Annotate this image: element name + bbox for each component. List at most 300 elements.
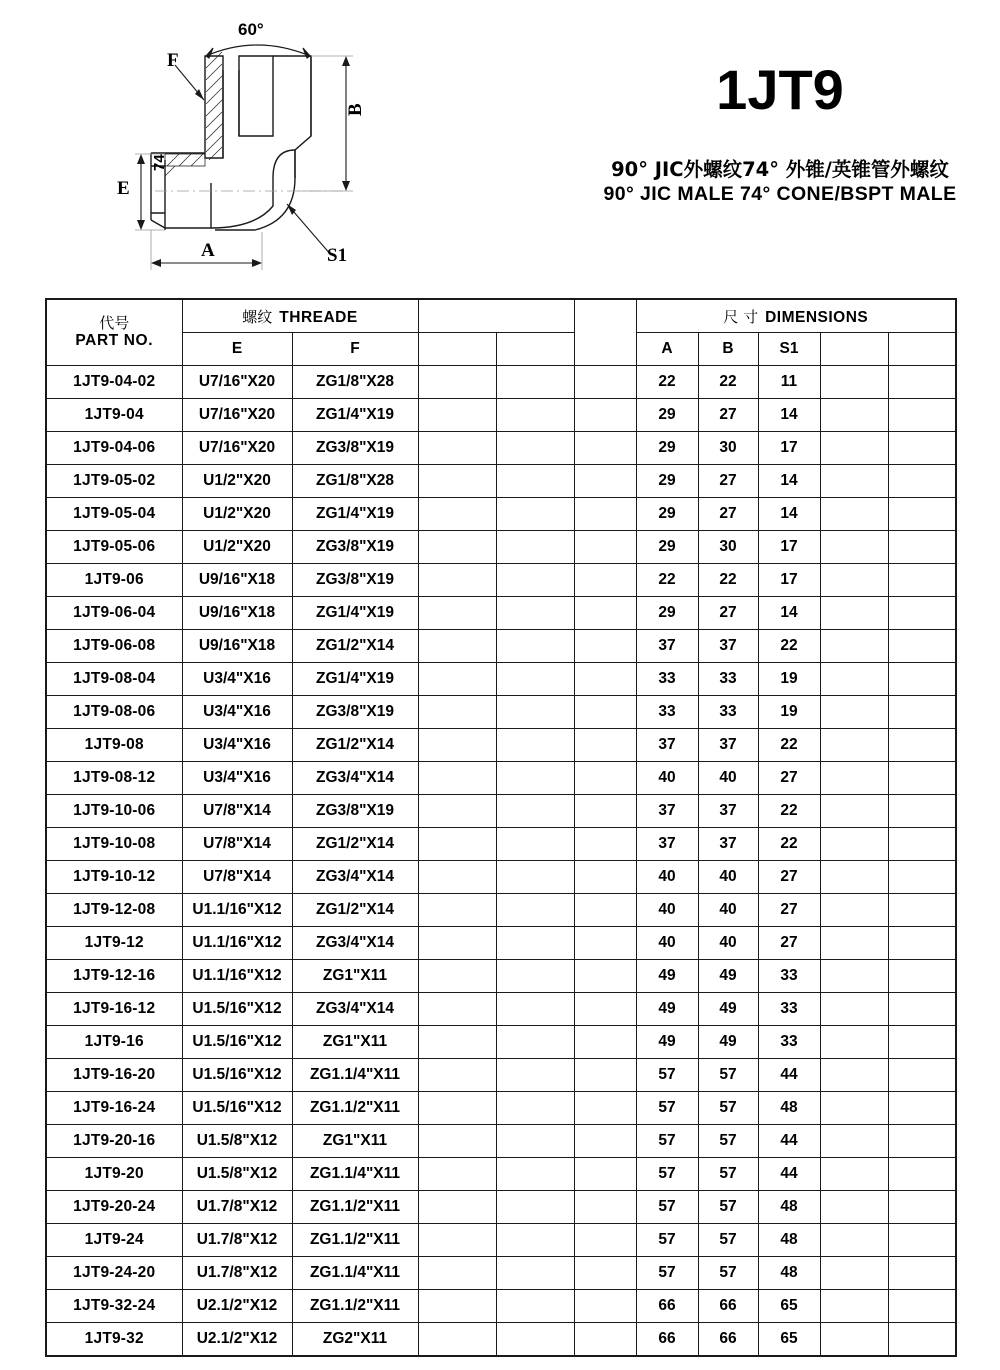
cell-dim-b: 27	[698, 465, 758, 498]
cell-thread-f: ZG2"X11	[292, 1323, 418, 1357]
cell-dim-b: 27	[698, 498, 758, 531]
cell-thread-f: ZG1/2"X14	[292, 894, 418, 927]
cell-blank-1	[418, 1092, 496, 1125]
table-body	[46, 366, 956, 1357]
cell-blank-2	[496, 432, 574, 465]
cell-blank-5	[888, 729, 956, 762]
cell-blank-3	[574, 597, 636, 630]
table-row	[46, 597, 956, 630]
cell-blank-3	[574, 1290, 636, 1323]
cell-dim-b: 49	[698, 1026, 758, 1059]
col-header-blank-5	[820, 333, 888, 366]
cell-blank-2	[496, 894, 574, 927]
cell-blank-5	[888, 1191, 956, 1224]
cell-part-no: 1JT9-06	[46, 564, 182, 597]
cell-thread-f: ZG3/8"X19	[292, 795, 418, 828]
cell-thread-f: ZG3/4"X14	[292, 762, 418, 795]
cell-dim-b: 57	[698, 1191, 758, 1224]
cell-blank-2	[496, 663, 574, 696]
cell-blank-5	[888, 399, 956, 432]
cell-blank-5	[888, 894, 956, 927]
cell-dim-s1: 22	[758, 729, 820, 762]
cell-thread-e: U9/16"X18	[182, 564, 292, 597]
cell-blank-2	[496, 1092, 574, 1125]
cell-blank-1	[418, 1191, 496, 1224]
cell-dim-a: 37	[636, 729, 698, 762]
cell-part-no: 1JT9-10-06	[46, 795, 182, 828]
cell-blank-4	[820, 432, 888, 465]
cell-blank-4	[820, 1059, 888, 1092]
cell-thread-f: ZG1/4"X19	[292, 597, 418, 630]
cell-dim-b: 66	[698, 1323, 758, 1357]
cell-dim-b: 49	[698, 960, 758, 993]
cell-dim-b: 40	[698, 927, 758, 960]
cell-blank-1	[418, 564, 496, 597]
cell-thread-f: ZG1.1/2"X11	[292, 1290, 418, 1323]
cell-blank-5	[888, 498, 956, 531]
cell-blank-3	[574, 1125, 636, 1158]
cell-blank-5	[888, 432, 956, 465]
cell-dim-b: 40	[698, 894, 758, 927]
cell-dim-s1: 27	[758, 894, 820, 927]
col-header-b: B	[698, 333, 758, 366]
table-row	[46, 1125, 956, 1158]
cell-dim-s1: 48	[758, 1191, 820, 1224]
cell-blank-2	[496, 762, 574, 795]
table-header-row-group	[46, 299, 956, 333]
cell-dim-b: 37	[698, 795, 758, 828]
cell-dim-s1: 14	[758, 399, 820, 432]
cell-blank-1	[418, 630, 496, 663]
cell-blank-3	[574, 1158, 636, 1191]
cell-blank-3	[574, 630, 636, 663]
cell-dim-a: 29	[636, 465, 698, 498]
cell-blank-3	[574, 531, 636, 564]
cell-dim-a: 22	[636, 564, 698, 597]
cell-blank-1	[418, 795, 496, 828]
cell-dim-b: 37	[698, 828, 758, 861]
cell-blank-5	[888, 597, 956, 630]
part-no-label-en: PART NO.	[75, 332, 154, 350]
cell-dim-s1: 33	[758, 993, 820, 1026]
cell-blank-3	[574, 1257, 636, 1290]
cell-dim-s1: 33	[758, 960, 820, 993]
cell-thread-f: ZG1"X11	[292, 1125, 418, 1158]
cell-blank-4	[820, 597, 888, 630]
cell-blank-1	[418, 828, 496, 861]
cell-blank-1	[418, 1059, 496, 1092]
cell-blank-5	[888, 1224, 956, 1257]
cell-blank-4	[820, 762, 888, 795]
cell-blank-2	[496, 993, 574, 1026]
cell-blank-1	[418, 498, 496, 531]
cell-dim-s1: 22	[758, 828, 820, 861]
cell-dim-b: 57	[698, 1059, 758, 1092]
cell-part-no: 1JT9-06-08	[46, 630, 182, 663]
cell-dim-s1: 22	[758, 630, 820, 663]
cell-blank-5	[888, 795, 956, 828]
subtitle-english: 90° JIC MALE 74° CONE/BSPT MALE	[603, 183, 957, 206]
cell-blank-4	[820, 399, 888, 432]
cell-blank-4	[820, 993, 888, 1026]
cell-thread-e: U7/8"X14	[182, 795, 292, 828]
cell-dim-a: 29	[636, 399, 698, 432]
cell-dim-s1: 44	[758, 1059, 820, 1092]
cell-dim-s1: 22	[758, 795, 820, 828]
cell-dim-s1: 14	[758, 498, 820, 531]
cell-part-no: 1JT9-24	[46, 1224, 182, 1257]
cell-blank-4	[820, 1191, 888, 1224]
cell-blank-1	[418, 1290, 496, 1323]
cell-part-no: 1JT9-16	[46, 1026, 182, 1059]
cell-dim-a: 66	[636, 1323, 698, 1357]
cell-thread-e: U1.1/16"X12	[182, 960, 292, 993]
cell-part-no: 1JT9-16-12	[46, 993, 182, 1026]
dimensions-label-cn: 尺 寸	[723, 307, 759, 326]
cell-blank-5	[888, 630, 956, 663]
cell-part-no: 1JT9-05-04	[46, 498, 182, 531]
cell-dim-a: 57	[636, 1125, 698, 1158]
cell-blank-5	[888, 1257, 956, 1290]
product-code: 1JT9	[716, 58, 844, 121]
cell-blank-4	[820, 1323, 888, 1357]
cell-blank-5	[888, 861, 956, 894]
cell-blank-4	[820, 1125, 888, 1158]
table-row	[46, 531, 956, 564]
col-header-blank-4	[496, 333, 574, 366]
cell-blank-5	[888, 465, 956, 498]
table-row	[46, 828, 956, 861]
cell-dim-a: 49	[636, 1026, 698, 1059]
cell-thread-f: ZG1.1/2"X11	[292, 1092, 418, 1125]
cell-thread-f: ZG3/4"X14	[292, 993, 418, 1026]
table-row	[46, 861, 956, 894]
cell-dim-s1: 19	[758, 696, 820, 729]
cell-dim-a: 49	[636, 993, 698, 1026]
cell-blank-3	[574, 795, 636, 828]
cell-dim-b: 33	[698, 696, 758, 729]
cell-blank-2	[496, 927, 574, 960]
cell-blank-1	[418, 1257, 496, 1290]
cell-thread-e: U1/2"X20	[182, 531, 292, 564]
cell-thread-e: U7/16"X20	[182, 366, 292, 399]
cell-thread-f: ZG1.1/4"X11	[292, 1059, 418, 1092]
cell-blank-4	[820, 564, 888, 597]
cell-dim-s1: 27	[758, 927, 820, 960]
table-row	[46, 1158, 956, 1191]
cell-dim-s1: 48	[758, 1092, 820, 1125]
cell-blank-5	[888, 993, 956, 1026]
cell-blank-4	[820, 1092, 888, 1125]
cell-blank-1	[418, 927, 496, 960]
table-row	[46, 993, 956, 1026]
cell-dim-a: 37	[636, 828, 698, 861]
cell-thread-e: U2.1/2"X12	[182, 1290, 292, 1323]
cell-thread-f: ZG1"X11	[292, 960, 418, 993]
cell-dim-b: 27	[698, 399, 758, 432]
cell-blank-3	[574, 399, 636, 432]
cell-blank-3	[574, 465, 636, 498]
cell-blank-4	[820, 1257, 888, 1290]
cell-thread-f: ZG3/8"X19	[292, 531, 418, 564]
specification-table	[45, 298, 957, 1357]
cell-part-no: 1JT9-06-04	[46, 597, 182, 630]
col-header-blank-3	[418, 333, 496, 366]
cell-blank-4	[820, 498, 888, 531]
cell-dim-b: 30	[698, 432, 758, 465]
cell-thread-e: U1.5/8"X12	[182, 1158, 292, 1191]
cell-blank-1	[418, 366, 496, 399]
cell-dim-a: 57	[636, 1257, 698, 1290]
cell-blank-2	[496, 399, 574, 432]
cell-blank-5	[888, 1092, 956, 1125]
cell-dim-a: 40	[636, 927, 698, 960]
cell-thread-e: U3/4"X16	[182, 762, 292, 795]
cell-blank-2	[496, 828, 574, 861]
angle-60-label: 60°	[238, 20, 264, 39]
cell-blank-1	[418, 1224, 496, 1257]
cell-thread-f: ZG1/4"X19	[292, 663, 418, 696]
cell-thread-e: U1.5/16"X12	[182, 993, 292, 1026]
cell-dim-s1: 33	[758, 1026, 820, 1059]
table-row	[46, 366, 956, 399]
cell-blank-1	[418, 960, 496, 993]
cell-dim-s1: 19	[758, 663, 820, 696]
cell-blank-3	[574, 564, 636, 597]
cell-thread-f: ZG3/8"X19	[292, 564, 418, 597]
cell-part-no: 1JT9-20-16	[46, 1125, 182, 1158]
cell-dim-s1: 27	[758, 861, 820, 894]
cell-part-no: 1JT9-08-04	[46, 663, 182, 696]
label-f: F	[167, 50, 179, 71]
cell-blank-4	[820, 960, 888, 993]
cell-thread-f: ZG1/2"X14	[292, 828, 418, 861]
cell-blank-2	[496, 960, 574, 993]
table-row	[46, 795, 956, 828]
cell-dim-b: 57	[698, 1158, 758, 1191]
cell-dim-a: 29	[636, 432, 698, 465]
cell-dim-s1: 17	[758, 564, 820, 597]
cell-dim-s1: 17	[758, 531, 820, 564]
cell-part-no: 1JT9-08	[46, 729, 182, 762]
cell-thread-e: U9/16"X18	[182, 597, 292, 630]
cell-blank-3	[574, 828, 636, 861]
dimensions-label-en: DIMENSIONS	[765, 308, 869, 326]
cell-thread-f: ZG3/4"X14	[292, 927, 418, 960]
cell-thread-f: ZG3/4"X14	[292, 861, 418, 894]
cell-dim-s1: 14	[758, 597, 820, 630]
cell-dim-a: 22	[636, 366, 698, 399]
cell-blank-1	[418, 432, 496, 465]
cell-dim-s1: 11	[758, 366, 820, 399]
cell-blank-1	[418, 1323, 496, 1357]
cell-thread-e: U7/8"X14	[182, 861, 292, 894]
cell-blank-2	[496, 465, 574, 498]
cell-thread-e: U3/4"X16	[182, 729, 292, 762]
cell-dim-b: 33	[698, 663, 758, 696]
table-row	[46, 1026, 956, 1059]
col-header-part-no	[46, 299, 182, 366]
cell-blank-2	[496, 729, 574, 762]
angle-74-label: 74	[151, 154, 168, 171]
cell-dim-b: 27	[698, 597, 758, 630]
table-row	[46, 432, 956, 465]
cell-blank-2	[496, 531, 574, 564]
cell-dim-b: 22	[698, 366, 758, 399]
col-header-thread-group	[182, 299, 418, 333]
table-row	[46, 399, 956, 432]
cell-thread-e: U1.5/8"X12	[182, 1125, 292, 1158]
cell-blank-1	[418, 696, 496, 729]
cell-thread-f: ZG1/4"X19	[292, 399, 418, 432]
cell-dim-b: 49	[698, 993, 758, 1026]
cell-blank-5	[888, 564, 956, 597]
cell-dim-s1: 48	[758, 1224, 820, 1257]
cell-part-no: 1JT9-05-02	[46, 465, 182, 498]
cell-dim-a: 33	[636, 696, 698, 729]
cell-dim-a: 29	[636, 531, 698, 564]
part-no-label-cn: 代号	[99, 313, 130, 332]
cell-blank-2	[496, 597, 574, 630]
cell-dim-s1: 65	[758, 1290, 820, 1323]
table-row	[46, 894, 956, 927]
cell-blank-2	[496, 1257, 574, 1290]
cell-part-no: 1JT9-08-06	[46, 696, 182, 729]
table-row	[46, 498, 956, 531]
col-header-blank-1	[418, 299, 574, 333]
cell-blank-1	[418, 762, 496, 795]
cell-blank-2	[496, 1026, 574, 1059]
cell-blank-4	[820, 861, 888, 894]
cell-blank-5	[888, 1323, 956, 1357]
label-a: A	[201, 240, 215, 261]
cell-blank-3	[574, 729, 636, 762]
col-header-a: A	[636, 333, 698, 366]
cell-part-no: 1JT9-04-06	[46, 432, 182, 465]
cell-dim-b: 40	[698, 762, 758, 795]
cell-thread-e: U2.1/2"X12	[182, 1323, 292, 1357]
cell-dim-a: 33	[636, 663, 698, 696]
cell-blank-5	[888, 1125, 956, 1158]
cell-part-no: 1JT9-10-08	[46, 828, 182, 861]
cell-dim-a: 37	[636, 795, 698, 828]
cell-blank-5	[888, 927, 956, 960]
cell-blank-1	[418, 894, 496, 927]
cell-dim-a: 57	[636, 1191, 698, 1224]
cell-blank-5	[888, 762, 956, 795]
cell-thread-e: U1.5/16"X12	[182, 1026, 292, 1059]
cell-part-no: 1JT9-16-20	[46, 1059, 182, 1092]
technical-drawing	[105, 8, 385, 286]
cell-blank-1	[418, 1026, 496, 1059]
cell-part-no: 1JT9-32-24	[46, 1290, 182, 1323]
col-header-dimensions-group	[636, 299, 956, 333]
cell-blank-1	[418, 1158, 496, 1191]
cell-thread-e: U3/4"X16	[182, 696, 292, 729]
thread-label-en: THREADE	[279, 308, 358, 326]
cell-blank-4	[820, 696, 888, 729]
cell-dim-s1: 44	[758, 1125, 820, 1158]
cell-blank-4	[820, 531, 888, 564]
cell-thread-f: ZG1"X11	[292, 1026, 418, 1059]
cell-dim-a: 57	[636, 1092, 698, 1125]
cell-blank-2	[496, 1158, 574, 1191]
cell-blank-3	[574, 993, 636, 1026]
table-row	[46, 465, 956, 498]
table-row	[46, 1092, 956, 1125]
cell-blank-1	[418, 399, 496, 432]
cell-thread-e: U7/8"X14	[182, 828, 292, 861]
cell-blank-2	[496, 1224, 574, 1257]
cell-blank-4	[820, 630, 888, 663]
cell-thread-e: U1/2"X20	[182, 465, 292, 498]
cell-blank-3	[574, 498, 636, 531]
cell-thread-e: U3/4"X16	[182, 663, 292, 696]
cell-blank-2	[496, 795, 574, 828]
cell-part-no: 1JT9-05-06	[46, 531, 182, 564]
cell-thread-e: U1.7/8"X12	[182, 1257, 292, 1290]
cell-thread-f: ZG3/8"X19	[292, 696, 418, 729]
specification-table-wrapper	[45, 298, 955, 1357]
table-row	[46, 960, 956, 993]
table-row	[46, 696, 956, 729]
col-header-blank-6	[888, 333, 956, 366]
table-row	[46, 1290, 956, 1323]
cell-blank-4	[820, 663, 888, 696]
cell-blank-4	[820, 1026, 888, 1059]
cell-blank-3	[574, 1323, 636, 1357]
cell-blank-4	[820, 1158, 888, 1191]
col-header-e: E	[182, 333, 292, 366]
cell-blank-4	[820, 795, 888, 828]
cell-blank-3	[574, 1059, 636, 1092]
cell-thread-e: U1.1/16"X12	[182, 894, 292, 927]
label-s1: S1	[327, 245, 348, 266]
cell-blank-1	[418, 1125, 496, 1158]
cell-blank-4	[820, 1224, 888, 1257]
cell-part-no: 1JT9-16-24	[46, 1092, 182, 1125]
cell-blank-4	[820, 366, 888, 399]
cell-blank-4	[820, 729, 888, 762]
cell-dim-a: 57	[636, 1224, 698, 1257]
cell-blank-5	[888, 960, 956, 993]
col-header-s1: S1	[758, 333, 820, 366]
cell-part-no: 1JT9-10-12	[46, 861, 182, 894]
label-b: B	[345, 103, 366, 116]
cell-blank-5	[888, 696, 956, 729]
cell-blank-4	[820, 927, 888, 960]
cell-blank-5	[888, 1290, 956, 1323]
cell-thread-f: ZG1.1/2"X11	[292, 1191, 418, 1224]
table-row	[46, 1323, 956, 1357]
cell-part-no: 1JT9-04-02	[46, 366, 182, 399]
table-row	[46, 630, 956, 663]
cell-thread-f: ZG1/2"X14	[292, 630, 418, 663]
col-header-f: F	[292, 333, 418, 366]
cell-dim-b: 57	[698, 1092, 758, 1125]
cell-blank-2	[496, 1059, 574, 1092]
cell-blank-2	[496, 564, 574, 597]
cell-dim-b: 37	[698, 630, 758, 663]
table-row	[46, 1059, 956, 1092]
cell-dim-a: 49	[636, 960, 698, 993]
cell-dim-a: 29	[636, 597, 698, 630]
cell-thread-f: ZG1/2"X14	[292, 729, 418, 762]
cell-blank-5	[888, 1059, 956, 1092]
cell-dim-a: 40	[636, 861, 698, 894]
cell-dim-b: 57	[698, 1224, 758, 1257]
cell-dim-s1: 65	[758, 1323, 820, 1357]
